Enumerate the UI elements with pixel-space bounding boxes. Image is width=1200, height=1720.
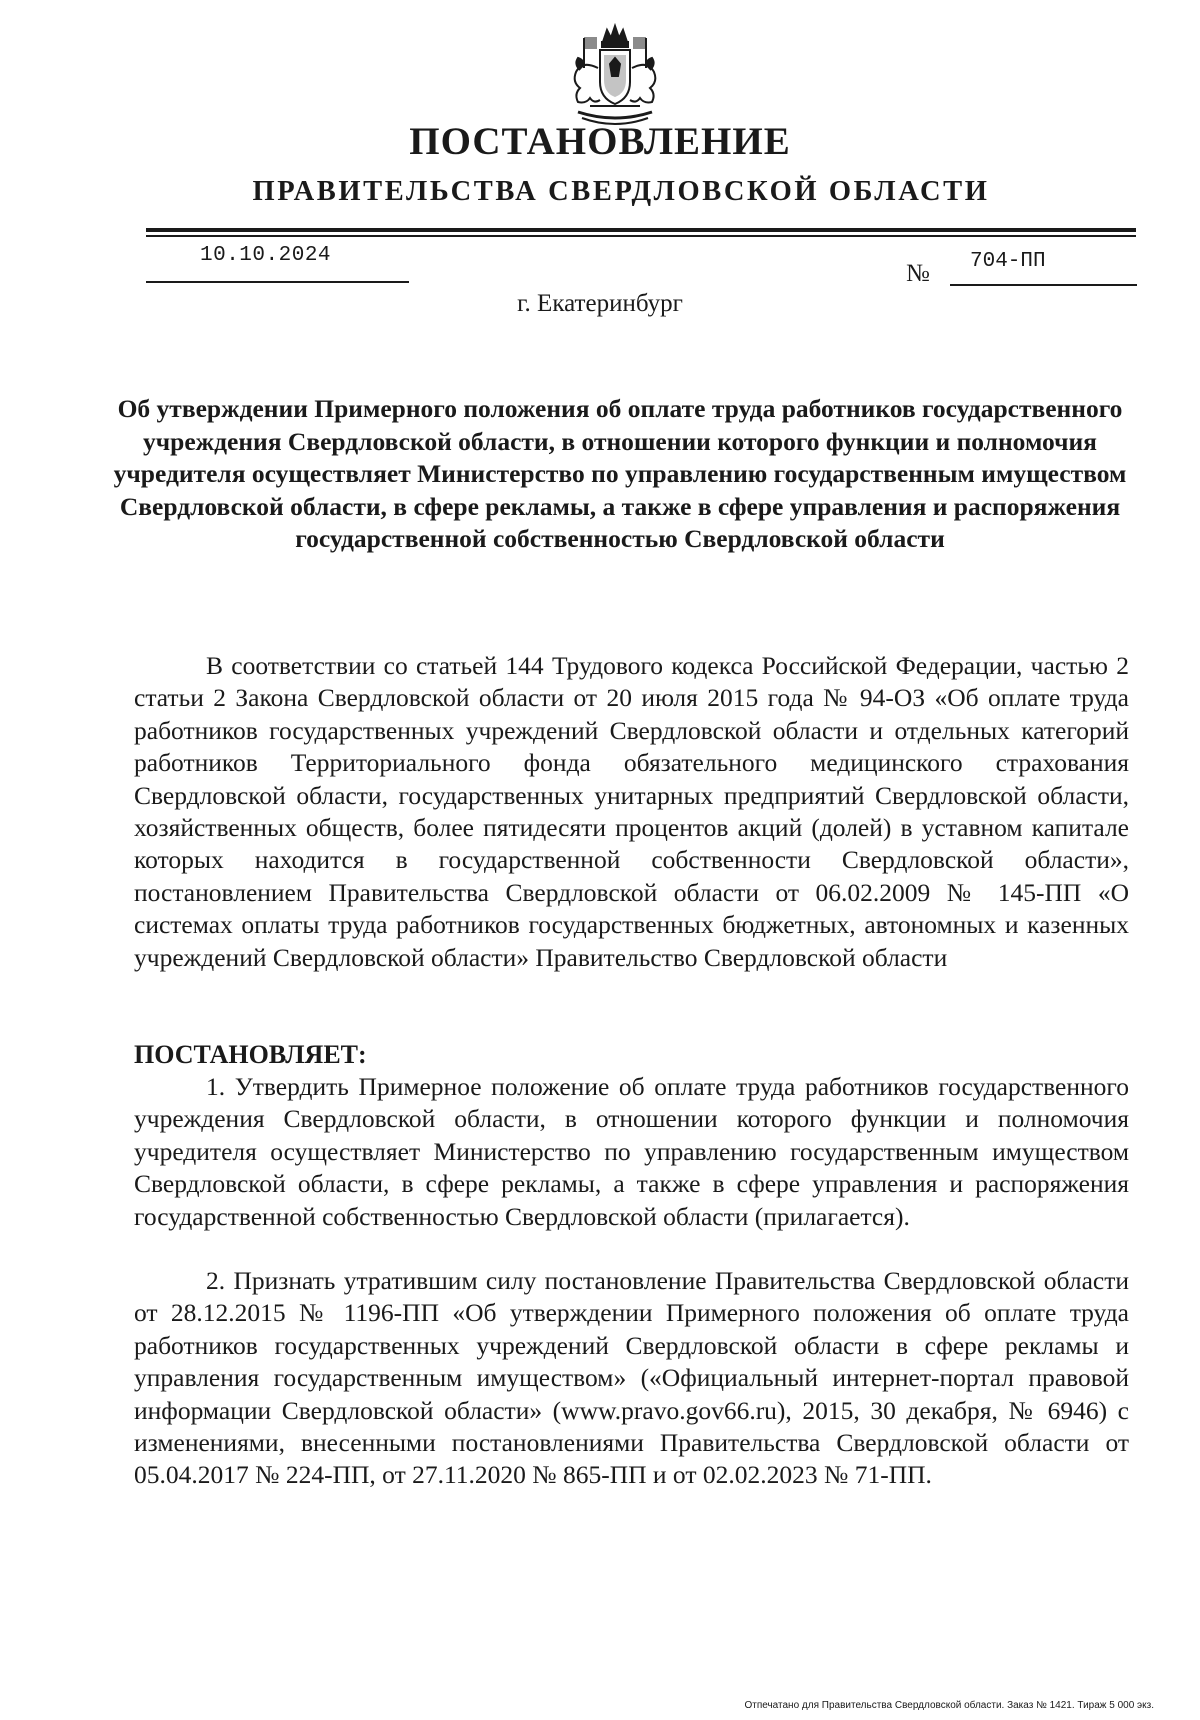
decree-item-1: 1. Утвердить Примерное положение об оплате труда работников государственного учреждения Свердловской области, в отношении которого функции и полномочия учредителя осуществляет Министерство по управлению государственным имуществом Свердловской области, в сфере рекламы, а также в сфере управления и распоряжения государственной собственностью Свердловской области (прилагается). <box>134 1072 1129 1231</box>
document-heading: Об утверждении Примерного положения об оплате труда работников государственного учреждения Свердловской области, в отношении которого функции и полномочия учредителя осуществляет Министерство по управлению государственным имуществом Свердловской области, в сфере рекламы, а также в сфере управления и распоряжения государственной собственностью Свердловской области <box>113 394 1127 553</box>
number-underline <box>950 284 1137 286</box>
date-underline <box>146 281 409 283</box>
preamble-paragraph: В соответствии со статьей 144 Трудового кодекса Российской Федерации, частью 2 статьи 2 Закона Свердловской области от 20 июля 2015 года № 94-ОЗ «Об оплате труда работников государственных учреждений Свердловской области и отдельных категорий работников Территориального фонда обязательного медицинского страхования Свердловской области, государственных унитарных предприятий Свердловской области, хозяйственных обществ, более пятидесяти процентов акций (долей) в уставном капитале которых находится в государственной собственности Свердловской области», постановлением Правительства Свердловской области от 06.02.2009 № 145-ПП «О системах оплаты труда работников государственных бюджетных, автономных и казенных учреждений Свердловской области» Правительство Свердловской области <box>134 651 1129 972</box>
number-label: № <box>906 260 930 287</box>
header-rule-thin <box>146 235 1136 237</box>
decree-word: ПОСТАНОВЛЯЕТ: <box>134 1040 367 1069</box>
document-date: 10.10.2024 <box>200 244 332 267</box>
document-type-title: ПОСТАНОВЛЕНИЕ <box>409 120 791 163</box>
document-number: 704-ПП <box>970 250 1046 273</box>
document-city: г. Екатеринбург <box>517 290 683 317</box>
decree-item-2: 2. Признать утратившим силу постановление Правительства Свердловской области от 28.12.2015 № 1196-ПП «Об утверждении Примерного положения об оплате труда работников государственных учреждений Свердловской области в сфере рекламы и управления государственным имуществом» («Официальный интернет-портал правовой информации Свердловской области» (www.pravo.gov66.ru), 2015, 30 декабря, № 6946) с изменениями, внесенными постановлениями Правительства Свердловской области от 05.04.2017 № 224-ПП, от 27.11.2020 № 865-ПП и от 02.02.2023 № 71-ПП. <box>134 1266 1129 1490</box>
coat-of-arms-emblem <box>560 20 670 132</box>
issuing-authority-title: ПРАВИТЕЛЬСТВА СВЕРДЛОВСКОЙ ОБЛАСТИ <box>252 176 990 207</box>
print-footer: Отпечатано для Правительства Свердловской области. Заказ № 1421. Тираж 5 000 экз. <box>744 1700 1154 1711</box>
header-rule-thick <box>146 228 1136 232</box>
